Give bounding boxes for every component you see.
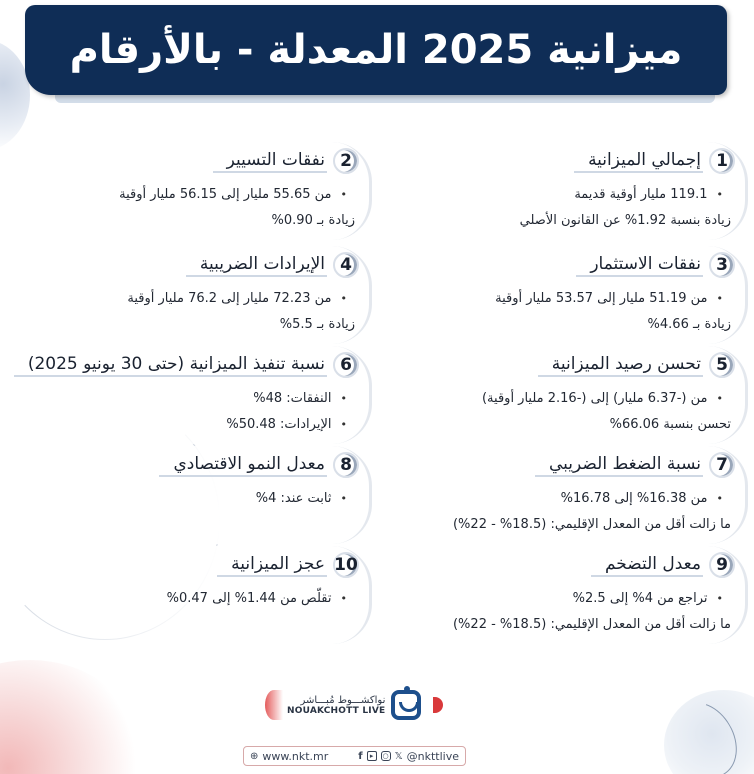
card-line: زيادة بـ 5.5% [279, 317, 355, 332]
card-line: • تراجع من 4% إلى 2.5% [453, 586, 723, 612]
number-badge: 8 [333, 452, 359, 478]
number-badge: 5 [709, 352, 735, 378]
card-line: • من (-6.37 مليار) إلى (-2.16 مليار أوقية) [482, 386, 723, 412]
card-line: • من 16.38% إلى 16.78% [453, 486, 723, 512]
card-tax-burden [376, 446, 748, 544]
card-tax-revenue [0, 246, 372, 344]
instagram-icon[interactable]: ○ [382, 752, 389, 760]
card-line: • ثابت عند: 4% [256, 486, 347, 512]
card-line: • من 51.19 مليار إلى 53.57 مليار أوقية [495, 286, 723, 312]
number-badge: 4 [333, 252, 359, 278]
number-badge: 3 [709, 252, 735, 278]
youtube-icon[interactable]: ▸ [367, 751, 377, 761]
number-badge: 2 [333, 148, 359, 174]
card-title: تحسن رصيد الميزانية [538, 354, 703, 377]
number-badge: 6 [333, 352, 359, 378]
card-total-budget [376, 142, 748, 240]
card-line: زيادة بنسبة 1.92% عن القانون الأصلي [519, 213, 731, 228]
card-line: • النفقات: 48% [226, 386, 347, 412]
card-investment-expenses [376, 246, 748, 344]
globe-icon: ⊕ [250, 750, 259, 762]
card-title: معدل التضخم [591, 554, 703, 577]
card-title: إجمالي الميزانية [574, 150, 703, 173]
number-badge: 9 [709, 552, 735, 578]
social-handle[interactable]: @nkttlive [406, 749, 459, 763]
card-line: زيادة بـ 0.90% [271, 213, 355, 228]
card-title: الإيرادات الضريبية [186, 254, 327, 277]
card-line: • تقلّص من 1.44% إلى 0.47% [167, 586, 347, 612]
card-budget-balance [376, 346, 748, 444]
card-title: نفقات الاستثمار [576, 254, 703, 277]
card-line: • 119.1 مليار أوقية قديمة [520, 182, 723, 208]
number-badge: 1 [709, 148, 735, 174]
logo-red-dot [433, 697, 443, 713]
contact-bar [243, 746, 466, 766]
card-budget-deficit [0, 546, 372, 644]
card-line: تحسن بنسبة 66.06% [609, 417, 731, 432]
title-banner [25, 5, 727, 95]
card-title: معدل النمو الاقتصادي [159, 454, 327, 477]
brand-logo [265, 686, 445, 724]
card-line: ما زالت أقل من المعدل الإقليمي: (18.5% - 22%) [452, 517, 731, 532]
card-title: عجز الميزانية [217, 554, 327, 577]
number-badge: 7 [709, 452, 735, 478]
x-icon[interactable]: 𝕏 [394, 750, 403, 762]
card-inflation [376, 546, 748, 644]
card-line: زيادة بـ 4.66% [647, 317, 731, 332]
card-line: • من 72.23 مليار إلى 76.2 مليار أوقية [127, 286, 347, 312]
card-economic-growth [0, 446, 372, 544]
card-line: • الإيرادات: 50.48% [226, 412, 347, 438]
card-title: نسبة تنفيذ الميزانية (حتى 30 يونيو 2025) [14, 354, 327, 377]
logo-arabic-text: نواكشـــوط مُبـــاشر [300, 694, 386, 706]
facebook-icon[interactable]: f [358, 750, 363, 762]
logo-swoosh [265, 690, 283, 720]
card-line: ما زالت أقل من المعدل الإقليمي: (18.5% - 22%) [452, 617, 731, 632]
card-title: نسبة الضغط الضريبي [535, 454, 703, 477]
logo-mark-icon [391, 690, 421, 720]
background-blob-red [0, 660, 140, 774]
card-title: نفقات التسيير [213, 150, 327, 173]
number-badge: 10 [333, 552, 359, 578]
card-budget-execution [0, 346, 372, 444]
card-operating-expenses [0, 142, 372, 240]
website-link[interactable]: www.nkt.mr [262, 749, 329, 763]
logo-english-text: NOUAKCHOTT LIVE [287, 705, 386, 716]
page-title: ميزانية 2025 المعدلة - بالأرقام [69, 27, 683, 73]
card-line: • من 55.65 مليار إلى 56.15 مليار أوقية [119, 182, 347, 208]
